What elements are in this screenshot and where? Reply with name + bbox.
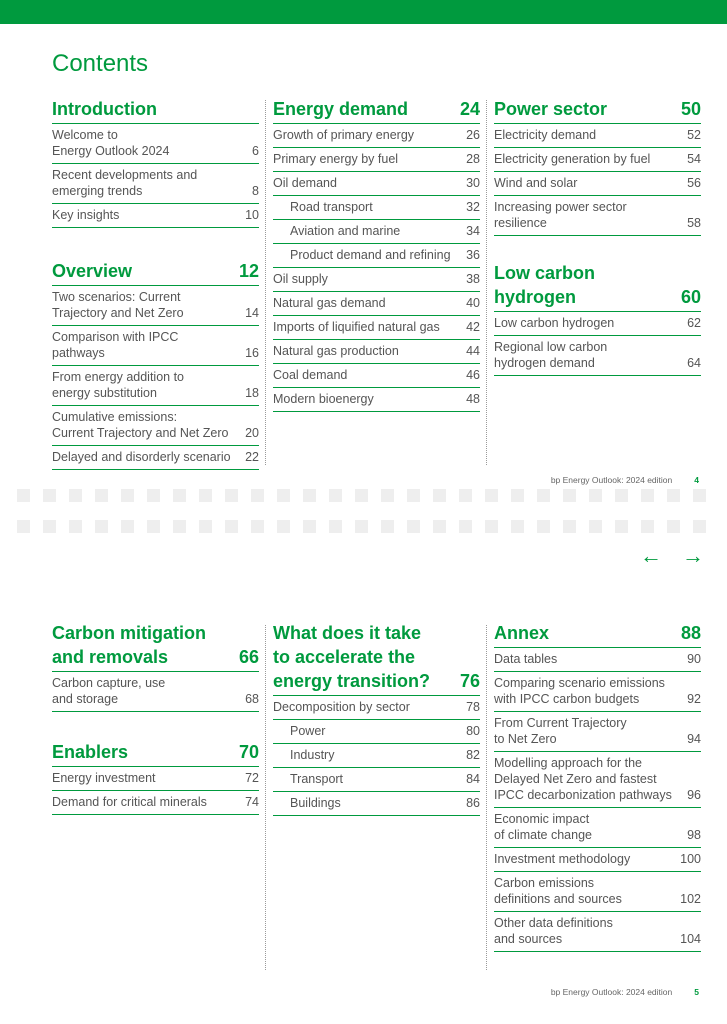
arrow-left-icon[interactable]: ← (640, 543, 662, 568)
toc-section (494, 621, 701, 952)
toc-entry[interactable] (52, 286, 259, 326)
entry-title: Comparing scenario emissions with IPCC carbon budgets (494, 676, 665, 706)
separator-square (147, 489, 160, 502)
section-heading[interactable] (52, 621, 259, 672)
entry-page: 54 (687, 152, 701, 166)
separator-square (355, 520, 368, 533)
footer-text: bp Energy Outlook: 2024 edition (550, 475, 673, 485)
separator-square (43, 489, 56, 502)
section-title: Energy demand (273, 99, 409, 119)
entry-title: Two scenarios: Current Trajectory and Net Zero (52, 290, 184, 320)
entry-title: Delayed and disorderly scenario (52, 450, 231, 464)
entry-title: Carbon capture, use and storage (52, 676, 166, 706)
section-title: Annex (494, 623, 550, 643)
entry-page: 14 (245, 306, 259, 320)
separator-square (537, 489, 550, 502)
section-heading[interactable] (52, 97, 259, 124)
entry-page: 62 (687, 316, 701, 330)
toc-section (52, 97, 259, 228)
toc-entry[interactable] (273, 244, 480, 268)
toc-entry[interactable] (52, 767, 259, 791)
entry-title: Growth of primary energy (273, 128, 415, 142)
toc-entry[interactable] (494, 196, 701, 236)
toc-entry[interactable] (273, 124, 480, 148)
separator-square (589, 520, 602, 533)
toc-entry[interactable] (52, 406, 259, 446)
entry-page: 36 (466, 248, 480, 262)
toc-entry[interactable] (494, 808, 701, 848)
entry-title: Data tables (494, 652, 558, 666)
entry-page: 92 (687, 692, 701, 706)
entry-page: 84 (466, 772, 480, 786)
entry-page: 40 (466, 296, 480, 310)
entry-title: Key insights (52, 208, 120, 222)
toc-section (273, 97, 480, 412)
toc-entry[interactable] (494, 912, 701, 952)
toc-entry[interactable] (273, 364, 480, 388)
entry-page: 72 (245, 771, 259, 785)
entry-title: Comparison with IPCC pathways (52, 330, 179, 360)
separator-square (199, 520, 212, 533)
section-title: Introduction (52, 99, 157, 119)
column-divider (486, 625, 487, 970)
entry-page: 100 (680, 852, 701, 866)
section-title: Carbon mitigation and removals (52, 623, 206, 667)
section-heading[interactable] (52, 259, 259, 286)
separator-square (277, 520, 290, 533)
toc-entry[interactable] (273, 388, 480, 412)
entry-page: 46 (466, 368, 480, 382)
entry-page: 82 (466, 748, 480, 762)
separator-square (277, 489, 290, 502)
section-title: Low carbon hydrogen (494, 263, 596, 307)
separator-square (511, 520, 524, 533)
entry-title: Cumulative emissions: Current Trajectory and Net Zero (52, 410, 229, 440)
separator-square (173, 520, 186, 533)
separator-square (615, 520, 628, 533)
column-divider (486, 100, 487, 465)
entry-title: Natural gas demand (273, 296, 386, 310)
section-page: 60 (680, 287, 701, 307)
entry-title: Energy investment (52, 771, 156, 785)
entry-page: 102 (680, 892, 701, 906)
entry-page: 6 (252, 144, 259, 158)
entry-title: Electricity generation by fuel (494, 152, 651, 166)
entry-page: 58 (687, 216, 701, 230)
entry-title: Modern bioenergy (273, 392, 374, 406)
toc-entry[interactable] (494, 336, 701, 376)
footer-page-4 (551, 475, 699, 485)
toc-section (52, 621, 259, 712)
entry-title: Transport (290, 772, 344, 786)
section-page: 76 (459, 671, 480, 691)
toc-entry[interactable] (273, 340, 480, 364)
entry-page: 28 (466, 152, 480, 166)
entry-title: Economic impact of climate change (494, 812, 592, 842)
entry-title: From Current Trajectory to Net Zero (494, 716, 627, 746)
separator-square (459, 520, 472, 533)
separator-square (303, 489, 316, 502)
separator-square (303, 520, 316, 533)
column-divider (265, 625, 266, 970)
separator-square (537, 520, 550, 533)
toc-entry[interactable] (52, 672, 259, 712)
section-title: Overview (52, 261, 133, 281)
section-page: 12 (238, 261, 259, 281)
toc-section (494, 261, 701, 376)
section-page: 50 (680, 99, 701, 119)
section-page: 24 (459, 99, 480, 119)
separator-square (667, 520, 680, 533)
separator-square (251, 489, 264, 502)
entry-page: 20 (245, 426, 259, 440)
toc-entry[interactable] (494, 648, 701, 672)
toc-entry[interactable] (273, 768, 480, 792)
separator-square (17, 520, 30, 533)
separator-square (95, 520, 108, 533)
separator-square (433, 489, 446, 502)
toc-entry[interactable] (52, 204, 259, 228)
entry-title: Welcome to Energy Outlook 2024 (52, 128, 170, 158)
entry-page: 78 (466, 700, 480, 714)
section-title: What does it take to accelerate the energy transition? (273, 623, 431, 691)
entry-title: Carbon emissions definitions and sources (494, 876, 622, 906)
entry-page: 64 (687, 356, 701, 370)
separator-square (615, 489, 628, 502)
toc-entry[interactable] (494, 172, 701, 196)
toc-entry[interactable] (273, 172, 480, 196)
toc-entry[interactable] (273, 696, 480, 720)
section-heading[interactable] (52, 740, 259, 767)
entry-page: 48 (466, 392, 480, 406)
toc-entry[interactable] (494, 872, 701, 912)
toc-section (273, 621, 480, 816)
entry-page: 96 (687, 788, 701, 802)
entry-title: Increasing power sector resilience (494, 200, 627, 230)
separator-square (589, 489, 602, 502)
entry-title: Wind and solar (494, 176, 578, 190)
entry-title: Demand for critical minerals (52, 795, 207, 809)
page-number: 5 (694, 987, 699, 997)
separator-square (251, 520, 264, 533)
entry-page: 8 (252, 184, 259, 198)
toc-entry[interactable] (52, 366, 259, 406)
entry-page: 34 (466, 224, 480, 238)
top-brand-bar (0, 0, 727, 24)
separator-square (121, 489, 134, 502)
section-heading[interactable] (273, 97, 480, 124)
separator-square (69, 520, 82, 533)
separator-square (485, 520, 498, 533)
section-page: 88 (680, 623, 701, 643)
entry-title: Modelling approach for the Delayed Net Zero and fastest IPCC decarbonization pathways (494, 756, 672, 802)
toc-entry[interactable] (52, 124, 259, 164)
toc-entry[interactable] (273, 268, 480, 292)
toc-entry[interactable] (52, 164, 259, 204)
entry-page: 56 (687, 176, 701, 190)
separator-square (173, 489, 186, 502)
page-separator (17, 489, 717, 502)
entry-page: 16 (245, 346, 259, 360)
toc-entry[interactable] (494, 712, 701, 752)
separator-square (485, 489, 498, 502)
arrow-right-icon[interactable]: → (682, 543, 704, 568)
separator-square (147, 520, 160, 533)
toc-entry[interactable] (273, 292, 480, 316)
entry-title: Recent developments and emerging trends (52, 168, 198, 198)
separator-square (563, 489, 576, 502)
toc-entry[interactable] (494, 848, 701, 872)
toc-entry[interactable] (273, 316, 480, 340)
toc-entry[interactable] (273, 744, 480, 768)
section-heading[interactable] (273, 621, 480, 696)
entry-title: Coal demand (273, 368, 348, 382)
entry-page: 80 (466, 724, 480, 738)
separator-square (225, 489, 238, 502)
entry-page: 18 (245, 386, 259, 400)
separator-square (563, 520, 576, 533)
separator-square (641, 520, 654, 533)
entry-title: Primary energy by fuel (273, 152, 399, 166)
separator-square (381, 489, 394, 502)
entry-title: Industry (290, 748, 335, 762)
separator-square (459, 489, 472, 502)
toc-section (494, 97, 701, 236)
separator-square (17, 489, 30, 502)
toc-entry[interactable] (494, 752, 701, 808)
page-number: 4 (694, 475, 699, 485)
entry-title: Low carbon hydrogen (494, 316, 615, 330)
toc-entry[interactable] (273, 792, 480, 816)
entry-page: 30 (466, 176, 480, 190)
toc-entry[interactable] (273, 148, 480, 172)
section-page: 66 (238, 647, 259, 667)
footer-page-5 (551, 987, 699, 997)
section-heading[interactable] (494, 621, 701, 648)
entry-page: 22 (245, 450, 259, 464)
column-divider (265, 100, 266, 465)
separator-square (43, 520, 56, 533)
separator-square (329, 489, 342, 502)
entry-page: 94 (687, 732, 701, 746)
separator-square (407, 520, 420, 533)
entry-page: 42 (466, 320, 480, 334)
entry-page: 68 (245, 692, 259, 706)
toc-entry[interactable] (494, 124, 701, 148)
entry-page: 104 (680, 932, 701, 946)
entry-page: 44 (466, 344, 480, 358)
entry-title: Imports of liquified natural gas (273, 320, 440, 334)
separator-square (433, 520, 446, 533)
page-title: Contents (52, 50, 149, 77)
entry-title: From energy addition to energy substitution (52, 370, 185, 400)
entry-page: 74 (245, 795, 259, 809)
section-title: Power sector (494, 99, 608, 119)
section-title: Enablers (52, 742, 129, 762)
toc-entry[interactable] (273, 196, 480, 220)
entry-title: Natural gas production (273, 344, 399, 358)
entry-title: Road transport (290, 200, 373, 214)
entry-page: 52 (687, 128, 701, 142)
page-separator (17, 520, 717, 533)
entry-title: Oil demand (273, 176, 337, 190)
separator-square (641, 489, 654, 502)
separator-square (511, 489, 524, 502)
separator-square (381, 520, 394, 533)
section-heading[interactable] (494, 261, 701, 312)
entry-title: Oil supply (273, 272, 328, 286)
entry-page: 90 (687, 652, 701, 666)
toc-entry[interactable] (273, 720, 480, 744)
toc-entry[interactable] (494, 672, 701, 712)
separator-square (407, 489, 420, 502)
toc-entry[interactable] (273, 220, 480, 244)
toc-entry[interactable] (494, 148, 701, 172)
toc-entry[interactable] (52, 791, 259, 815)
entry-page: 86 (466, 796, 480, 810)
toc-section (52, 740, 259, 815)
entry-title: Power (290, 724, 326, 738)
section-heading[interactable] (494, 97, 701, 124)
entry-title: Product demand and refining (290, 248, 451, 262)
entry-page: 98 (687, 828, 701, 842)
toc-entry[interactable] (52, 446, 259, 470)
separator-square (199, 489, 212, 502)
entry-title: Regional low carbon hydrogen demand (494, 340, 608, 370)
separator-square (95, 489, 108, 502)
separator-square (329, 520, 342, 533)
separator-square (225, 520, 238, 533)
toc-entry[interactable] (52, 326, 259, 366)
entry-title: Other data definitions and sources (494, 916, 613, 946)
entry-title: Decomposition by sector (273, 700, 410, 714)
toc-entry[interactable] (494, 312, 701, 336)
entry-title: Aviation and marine (290, 224, 401, 238)
entry-page: 32 (466, 200, 480, 214)
entry-title: Electricity demand (494, 128, 597, 142)
separator-square (693, 489, 706, 502)
entry-title: Buildings (290, 796, 341, 810)
separator-square (355, 489, 368, 502)
separator-square (693, 520, 706, 533)
footer-text: bp Energy Outlook: 2024 edition (550, 987, 673, 997)
separator-square (69, 489, 82, 502)
separator-square (667, 489, 680, 502)
toc-section (52, 259, 259, 470)
separator-square (121, 520, 134, 533)
entry-page: 10 (245, 208, 259, 222)
section-page: 70 (238, 742, 259, 762)
entry-page: 26 (466, 128, 480, 142)
entry-page: 38 (466, 272, 480, 286)
entry-title: Investment methodology (494, 852, 631, 866)
